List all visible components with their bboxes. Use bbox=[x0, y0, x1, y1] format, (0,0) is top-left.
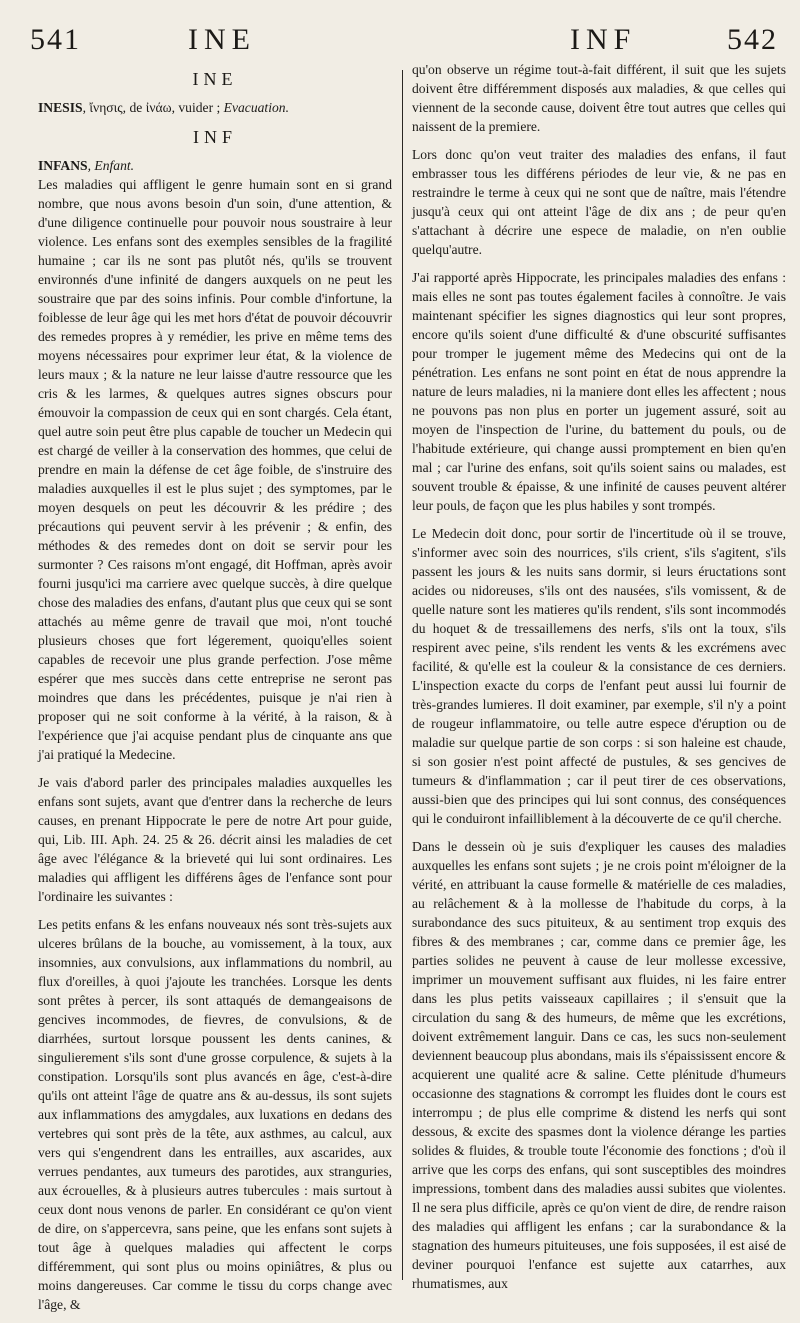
paragraph-1: Les maladies qui affligent le genre humain sont en si grand nombre, que nous avons besoin d'un soin, d'une attention, & d'une diligence continuelle pour pouvoir nous soustraire à leur violence. Les enfans sont des exemples sensibles de la fragilité humaine ; car ils ne sont pas plutôt nés, qu'ils se trouvent environnés d'une infinité de dangers auxquels on ne peut les soustraire que par des soins infinis. Pour comble d'infortune, la foiblesse de leur âge qui les met hors d'état de pouvoir découvrir des remedes propres à y remédier, les prive en même tems des moyens nécessaires pour exprimer leur état, & la violence de leurs maux ; & la nature ne leur laisse d'autre ressource que les cris & les larmes, & quelques autres signes obscurs pour émouvoir la compassion de ceux qui en sont chargés. Cela étant, quel autre soin peut être plus capable de toucher un Medecin qui est chargé de veiller à la conservation des hommes, que celui de prendre en main la défense de cet âge foible, de s'instruire des maladies auxquelles il est le plus sujet ; des symptomes, par le moyen desquels on peut les découvrir & les prédire ; des précautions qui peuvent servir à les prévenir ; & enfin, des méthodes & des remedes dont on doit se servir pour les surmonter ? Ces raisons m'ont engagé, dit Hoffman, après avoir fourni jusqu'ici ma carriere avec quelque succès, à dire quelque chose des maladies des enfans, d'autant plus que ceux qui se sont attachés au même genre de travail que moi, n'ont touché plusieurs choses que fort légerement, quoiqu'elles soient capables de recevoir une plus grande perfection. J'ose même espérer que mes succès dans cette entreprise ne seront pas moindres que dans les précédentes, puisque je n'ai rien à proposer qui ne soit conforme à la vérité, à la raison, & à l'expérience que j'ai acquise pendant plus de cinquante ans que j'ai pratiqué la Medecine. bbox=[38, 177, 392, 762]
paragraph-2: Je vais d'abord parler des principales maladies auxquelles les enfans sont sujets, avant que d'entrer dans la recherche de leurs causes, en prenant Hippocrate le pere de notre Art pour guide, qui, Lib. III. Aph. 24. 25 & 26. décrit ainsi les maladies de cet âge avec l'élégance & la brieveté qui lui sont ordinaires. Les maladies qui affligent les différens âges de l'enfance sont pour l'ordinaire les suivantes : bbox=[38, 775, 392, 904]
paragraph-7: Le Medecin doit donc, pour sortir de l'incertitude où il se trouve, s'informer avec soin des nourrices, s'ils crient, s'ils s'agitent, s'ils passent les jours & les nuits sans dormir, si leurs éructations sont acides ou nidoreuses, s'ils ont des nausées, s'ils vomissent, & de quelle nature sont les matieres qu'ils rendent, s'ils sont incommodés du hoquet & de tressaillemens des nerfs, s'ils ont la toux, s'ils respirent avec peine, s'ils rendent les vents & les excrémens avec facilité, & qu'elle est la couleur & la consistance de ces derniers. L'inspection exacte du corps de l'enfant peut aussi lui fournir de très-grandes lumieres. Il doit examiner, par exemple, s'il n'y a point de rougeur inflammatoire, ou telle autre espece d'éruption ou de maladie sur quelque partie de son corps : si son haleine est chaude, si son gosier n'est point affecté de pustules, & ses gencives de tumeurs & d'inflammation ; car il peut tirer de ces observations, aussi-bien que des principes qui lui sont connus, des conséquences qui le conduiront infailliblement à la découverte de ce qu'il cherche. bbox=[412, 526, 786, 826]
entry-gloss-inesis: Evacuation. bbox=[223, 100, 289, 115]
section-heading-inf: INF bbox=[192, 127, 237, 147]
paragraph-6: J'ai rapporté après Hippocrate, les principales maladies des enfans : mais elles ne sont pas toutes également faciles à connoître. Je vais maintenant spécifier les signes diagnostics qui leur sont propres, encore qu'ils soient d'une difficulté & d'une obscurité suffisantes pour tromper le jugement même des Medecins qui ont de la pénétration. Les enfans ne sont point en état de nous apprendre la nature de leurs maladies, ni la maniere dont elles les affectent ; nous ne pouvons pas non plus en porter un jugement assuré, soit au moyen de l'inspection de l'urine, du battement du pouls, ou de l'habitude extérieure, qui change aussi promptement en bien qu'en mal ; car l'urine des enfans, soit qu'ils soient sains ou malades, est souvent trouble & épaisse, & une infinité de causes peuvent altérer leur pouls, de façon que les plus habiles y sont trompés. bbox=[412, 270, 786, 513]
column-divider bbox=[402, 70, 403, 1280]
paragraph-5: Lors donc qu'on veut traiter des maladies des enfans, il faut embrasser tous les différens périodes de leur vie, & ne pas en restraindre le terme à ceux qui ne sont que de naître, mais l'étendre jusqu'à ceux qui ont atteint l'âge de dix ans ; de peur qu'en s'attachant à décrire une espece de maladie, on n'en oublie quelqu'autre. bbox=[412, 147, 786, 257]
paragraph-8: Dans le dessein où je suis d'expliquer les causes des maladies auxquelles les enfans sont sujets ; je ne crois point m'éloigner de la vérité, en attribuant la cause formelle & matérielle de ces maladies, au relâchement & à la mollesse de l'habitude du corps, à la surabondance des sucs pituiteux, & au sentiment trop exquis des fibres & des membranes ; car, comme dans ce premier âge, les parties solides ne peuvent à cause de leur mollesse excessive, imprimer un mouvement suffisant aux fluides, ni les faire entrer dans les plus petits vaisseaux capillaires ; il s'ensuit que la circulation du sang & des humeurs, de même que les excrétions, doivent extrêmement languir. Dans ce cas, les sucs non-seulement deviennent beaucoup plus abondans, mais ils s'épaississent encore & acquierent une qualité acre & saline. Cette plénitude d'humeurs occasionne des stagnations & corrompt les fluides dont le cours est interrompu ; de plus elle comprime & distend les nerfs qui sont dessous, & excite des spasmes dont la violence dérange les parties solides & fluides, & trouble toute l'économie des fonctions ; d'où il arrive que les corps des enfans, qui sont susceptibles des moindres impressions, tombent dans des maladies aussi subites que violentes. Il ne sera plus difficile, après ce qu'on vient de dire, de rendre raison des maladies qui affligent les enfans ; car la surabondance & la stagnation des humeurs pituiteuses, une fois supposées, il est aisé de deviner pourquoi l'enfance est sujette aux catarrhes, aux rhumatismes, aux bbox=[412, 839, 786, 1291]
entry-term-infans: INFANS bbox=[38, 158, 88, 173]
left-page-number: 541 bbox=[30, 23, 81, 56]
right-headword: INF bbox=[570, 23, 637, 56]
entry-etymology: , ἴνησις, de ἰνάω, vuider ; bbox=[82, 100, 224, 115]
entry-term-inesis: INESIS bbox=[38, 100, 83, 115]
right-column bbox=[412, 60, 786, 1302]
left-column bbox=[38, 64, 392, 1323]
entry-gloss-infans: , Enfant. bbox=[87, 158, 135, 173]
left-headword: INE bbox=[188, 23, 256, 56]
right-page-number: 542 bbox=[727, 23, 778, 56]
entry-inesis bbox=[38, 98, 392, 117]
paragraph-4: qu'on observe un régime tout-à-fait différent, il suit que les sujets doivent être différemment disposés aux maladies, & que celles qui viennent de la seconde cause, doivent être tout autres que celles qui naissent de la premiere. bbox=[412, 62, 786, 134]
section-heading-ine: INE bbox=[192, 69, 238, 89]
paragraph-3: Les petits enfans & les enfans nouveaux nés sont très-sujets aux ulceres brûlans de la bouche, au vomissement, à la toux, aux insomnies, aux convulsions, aux inflammations du nombril, au flux d'oreilles, à quoi j'ajoute les tranchées. Lorsque les dents sont prêtes à percer, ils sont attaqués de demangeaisons de gencives incommodes, de fievres, de convulsions, & de diarrhées, surtout lorsque poussent les dents canines, & singulierement s'ils sont d'une grosse corpulence, & sujets à la constipation. Lorsqu'ils sont plus avancés en âge, c'est-à-dire qu'ils ont atteint l'âge de quatre ans & au-dessus, ils sont sujets aux inflammations des amygdales, aux luxations en dedans des vertebres qui sont près de la tête, aux asthmes, au calcul, aux vers qui s'engendrent dans les entrailles, aux ascarides, aux verrues pendantes, aux tumeurs des parotides, aux stranguries, aux écrouelles, & à plusieurs autres tubercules : mais surtout à ceux dont nous venons de parler. En considérant ce qu'on vient de dire, on s'appercevra, sans peine, que les enfans sont sujets à tout âge à quelques maladies qui affectent le corps différemment, qui sont plus ou moins opiniâtres, & plus ou moins dangereuses. Car comme le tissu du corps change avec l'âge, & bbox=[38, 917, 392, 1312]
entry-infans bbox=[38, 156, 392, 175]
